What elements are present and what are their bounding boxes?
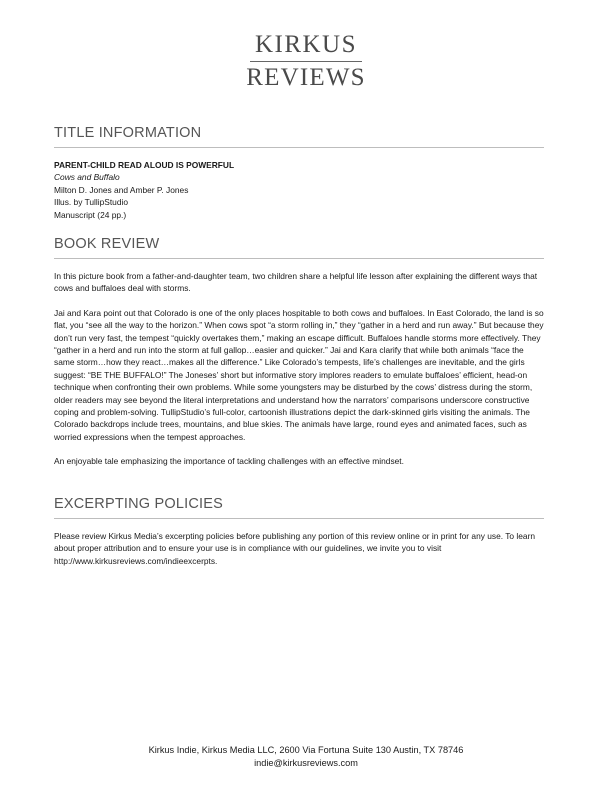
excerpting-policies-section xyxy=(54,495,544,567)
title-information-heading: TITLE INFORMATION xyxy=(54,125,202,141)
book-illustrator: Illus. by TullipStudio xyxy=(54,197,129,208)
excerpting-policies-heading: EXCERPTING POLICIES xyxy=(54,496,223,512)
footer-email: indie@kirkusreviews.com xyxy=(254,757,358,768)
book-review-section xyxy=(54,235,544,468)
book-format: Manuscript (24 pp.) xyxy=(54,209,127,220)
excerpting-policies-text: Please review Kirkus Media’s excerpting policies before publishing any portion of this review online or in print for any use. To learn about proper attribution and to ensure your use is in compliance with our guidelines, we invite you to visit http://www.kirkusreviews.com/indieexcerpts. xyxy=(54,531,536,566)
review-paragraph-intro: In this picture book from a father-and-daughter team, two children share a helpful life lesson after explaining the different ways that cows and buffaloes deal with storms. xyxy=(54,271,538,294)
review-paragraph-main: Jai and Kara point out that Colorado is one of the only places hospitable to both cows and buffaloes. In East Colorado, the land is so flat, you “see all the way to the horizon.” When cows spot “a storm rolling in,” they “gather in a herd and run away.” But because they don’t run very fast, the tempest “quickly overtakes them,” making an escape difficult. Buffaloes handle storms more effectively. They “gather in a herd and run into the storm at full gallop…easier and quicker.” Jai and Kara clarify that while both animals “face the same storm…how they react…makes all the difference.” Like Colorado’s tempests, life’s challenges are inevitable, and the girls suggest: “BE THE BUFFALO!” The Joneses’ short but informative story implores readers to emulate buffaloes’ efficient, head-on technique when confronting their own problems. While some youngsters may be disturbed by the cows’ distress during the storm, older readers may see beyond the literal interpretations and understand how the narrators’ comparisons underscore constructive coping and problem-solving. TullipStudio’s full-color, cartoonish illustrations depict the dark-skinned girls visiting the animals. The Colorado backdrops include trees, mountains, and blue skies. The animals have large, round eyes and animated faces, such as worried expressions when the tempest approaches. xyxy=(54,307,544,442)
footer-address: Kirkus Indie, Kirkus Media LLC, 2600 Via Fortuna Suite 130 Austin, TX 78746 xyxy=(148,745,464,755)
title-information-section xyxy=(54,124,544,221)
book-review-heading: BOOK REVIEW xyxy=(54,236,160,252)
page-footer xyxy=(0,744,612,769)
review-paragraph-conclusion: An enjoyable tale emphasizing the importance of tackling challenges with an effective mindset. xyxy=(54,456,404,467)
logo-divider xyxy=(250,61,362,62)
logo-line-reviews: REVIEWS xyxy=(246,64,366,91)
book-title: Cows and Buffalo xyxy=(54,172,120,183)
logo-line-kirkus: KIRKUS xyxy=(254,31,358,58)
review-tagline: PARENT-CHILD READ ALOUD IS POWERFUL xyxy=(54,160,235,170)
kirkus-reviews-logo xyxy=(0,31,612,91)
book-authors: Milton D. Jones and Amber P. Jones xyxy=(54,184,189,195)
